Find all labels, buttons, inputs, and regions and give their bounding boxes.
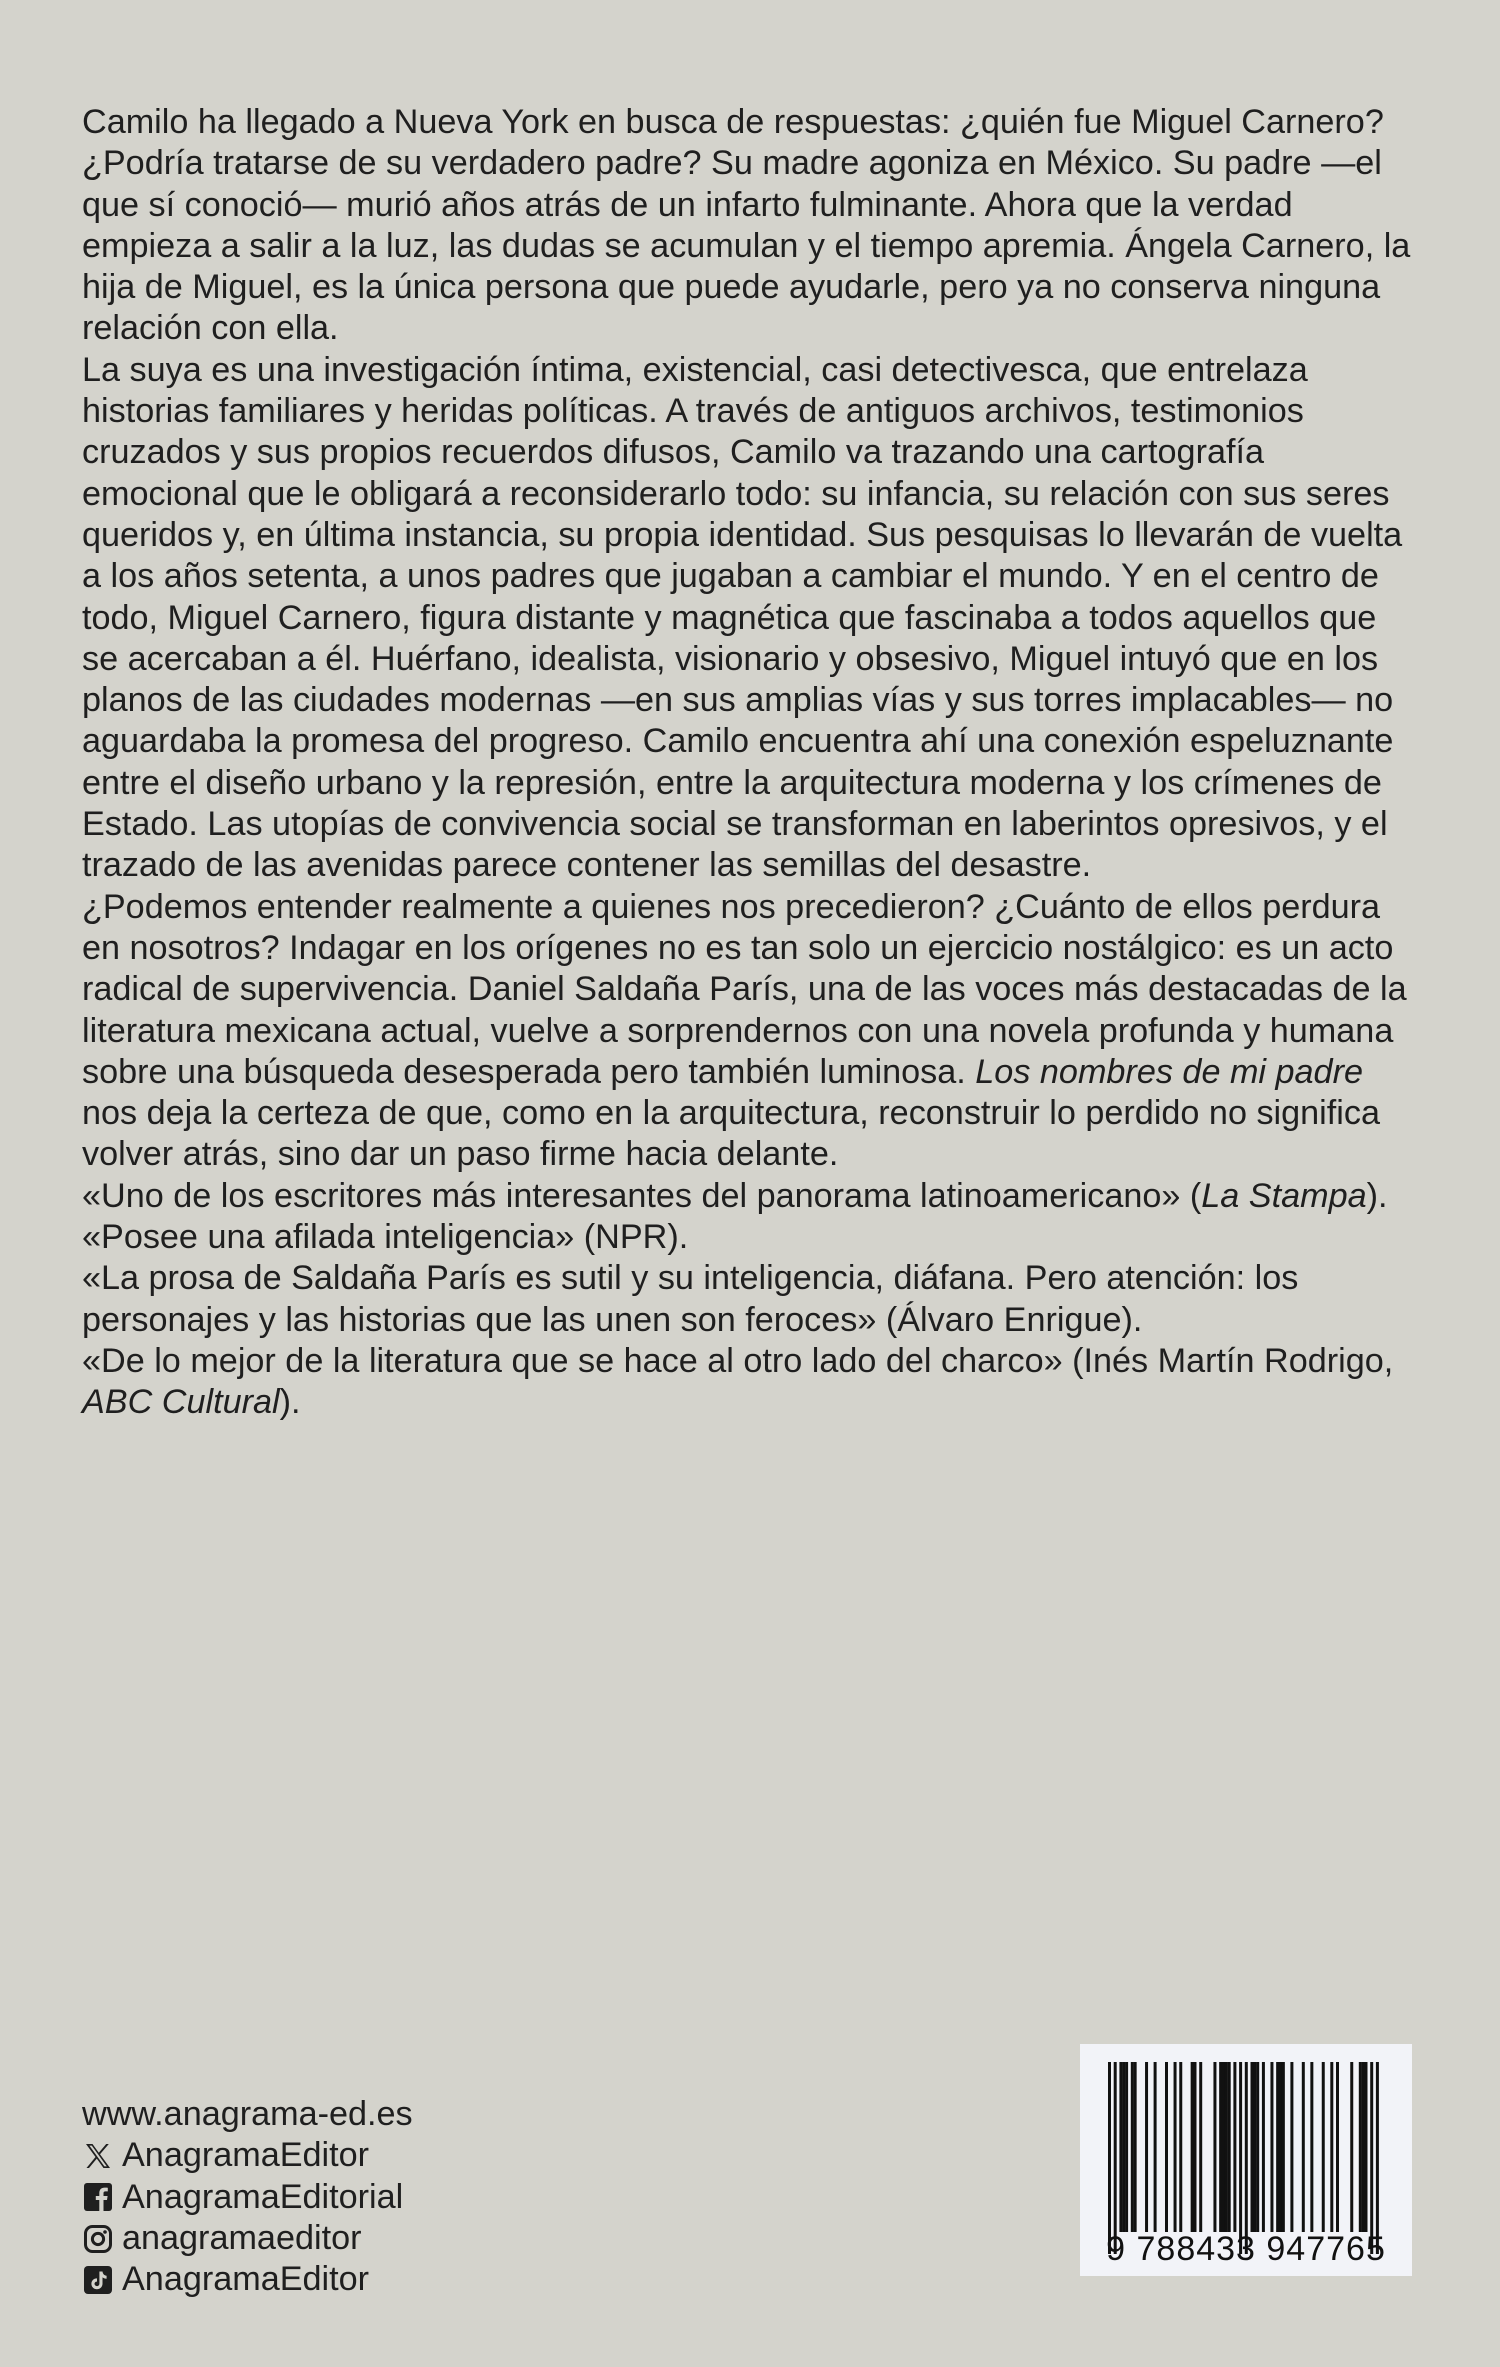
barcode-bar — [1219, 2062, 1222, 2232]
barcode-bar — [1336, 2062, 1339, 2232]
barcode-bar — [1359, 2062, 1362, 2232]
barcode-bar — [1213, 2062, 1216, 2232]
barcode-bar — [1174, 2062, 1177, 2232]
press-quote-1-source: La Stampa — [1201, 1176, 1367, 1215]
barcode-bar — [1191, 2062, 1194, 2232]
barcode-bar — [1256, 2062, 1259, 2232]
barcode-bar — [1194, 2062, 1197, 2232]
tiktok-link[interactable] — [82, 2259, 413, 2300]
barcode-bar — [1225, 2062, 1228, 2232]
tiktok-icon — [82, 2264, 114, 2296]
barcode-bar — [1276, 2062, 1279, 2232]
back-cover-blurb — [82, 102, 1412, 1424]
barcode-bar — [1350, 2062, 1353, 2232]
facebook-handle[interactable]: AnagramaEditorial — [122, 2177, 404, 2216]
synopsis-paragraph-3-start: ¿Podemos entender realmente a quienes nos precedieron? ¿Cuánto de ellos perdura en nosotros? Indagar en los orígenes no es tan solo un ejercicio nostálgico: es un acto radical de supervivencia. Daniel Saldaña París, una de las voces más destacadas de la literatura mexicana actual, vuelve a sorprendernos con una novela profunda y humana sobre una búsqueda desesperada pero también luminosa. — [82, 887, 1407, 1091]
barcode-bar — [1222, 2062, 1225, 2232]
barcode-bar — [1125, 2062, 1128, 2232]
barcode-bar — [1262, 2062, 1265, 2232]
barcode-bar — [1134, 2062, 1137, 2232]
barcode-bar — [1179, 2062, 1182, 2232]
barcode-bar — [1233, 2062, 1236, 2232]
barcode-bar — [1362, 2062, 1365, 2232]
publisher-links — [82, 2094, 413, 2300]
press-quote-2: «Posee una afilada inteligencia» (NPR). — [82, 1218, 689, 1257]
barcode-bar — [1131, 2062, 1134, 2232]
barcode-bar — [1302, 2062, 1305, 2232]
isbn-barcode — [1080, 2044, 1412, 2276]
barcode-bar — [1145, 2062, 1148, 2232]
synopsis-paragraph-3 — [82, 887, 1412, 1176]
tiktok-handle[interactable]: AnagramaEditor — [122, 2260, 370, 2299]
barcode-bar — [1282, 2062, 1285, 2232]
barcode-bar — [1376, 2062, 1379, 2254]
x-logo-icon — [82, 2140, 114, 2172]
instagram-icon — [82, 2223, 114, 2255]
instagram-handle[interactable]: anagramaeditor — [122, 2218, 362, 2257]
facebook-link[interactable] — [82, 2177, 413, 2218]
barcode-bar — [1322, 2062, 1325, 2232]
press-quote-4 — [82, 1341, 1412, 1424]
barcode-bar — [1310, 2062, 1313, 2232]
isbn-digits: 9 788433 947765 — [1106, 2230, 1386, 2268]
barcode-bar — [1270, 2062, 1273, 2232]
barcode-bar — [1108, 2062, 1111, 2254]
website-link[interactable] — [82, 2094, 413, 2135]
x-handle[interactable]: AnagramaEditor — [122, 2136, 370, 2175]
barcode-bar — [1251, 2062, 1254, 2232]
barcode-bar — [1114, 2062, 1117, 2254]
press-quote-4-text: «De lo mejor de la literatura que se hace al otro lado del charco» (Inés Martín Rodrigo, — [82, 1341, 1394, 1380]
barcode-bar — [1119, 2062, 1122, 2232]
barcode-bar — [1154, 2062, 1157, 2232]
website-url[interactable]: www.anagrama-ed.es — [82, 2095, 413, 2133]
press-quote-4-close: ). — [279, 1383, 301, 1422]
barcode-bar — [1228, 2062, 1231, 2232]
barcode-bar — [1165, 2062, 1168, 2232]
synopsis-paragraph-1: Camilo ha llegado a Nueva York en busca de respuestas: ¿quién fue Miguel Carnero? ¿Podría tratarse de su verdadero padre? Su madre agoniza en México. Su padre —el que sí conoció— murió años atrás de un infarto fulminante. Ahora que la verdad empieza a salir a la luz, las dudas se acumulan y el tiempo apremia. Ángela Carnero, la hija de Miguel, es la única persona que puede ayudarle, pero ya no conserva ninguna relación con ella. — [82, 103, 1411, 348]
barcode-bar — [1330, 2062, 1333, 2232]
synopsis-paragraph-3-end: nos deja la certeza de que, como en la arquitectura, reconstruir lo perdido no significa volver atrás, sino dar un paso firme hacia delante. — [82, 1094, 1380, 1174]
x-link[interactable] — [82, 2135, 413, 2176]
synopsis-paragraph-2: La suya es una investigación íntima, existencial, casi detectivesca, que entrelaza historias familiares y heridas políticas. A través de antiguos archivos, testimonios cruzados y sus propios recuerdos difusos, Camilo va trazando una cartografía emocional que le obligará a reconsiderarlo todo: su infancia, su relación con sus seres queridos y, en última instancia, su propia identidad. Sus pesquisas lo llevarán de vuelta a los años setenta, a unos padres que jugaban a cambiar el mundo. Y en el centro de todo, Miguel Carnero, figura distante y magnética que fascinaba a todos aquellos que se acercaban a él. Huérfano, idealista, visionario y obsesivo, Miguel intuyó que en los planos de las ciudades modernas —en sus amplias vías y sus torres implacables— no aguardaba la promesa del progreso. Camilo encuentra ahí una conexión espeluznante entre el diseño urbano y la represión, entre la arquitectura moderna y los crímenes de Estado. Las utopías de convivencia social se transforman en laberintos opresivos, y el trazado de las avenidas parece contener las semillas del desastre. — [82, 350, 1403, 885]
book-title: Los nombres de mi padre — [975, 1052, 1363, 1091]
barcode-bar — [1370, 2062, 1373, 2254]
barcode-bar — [1239, 2062, 1242, 2254]
press-quote-1-text: «Uno de los escritores más interesantes del panorama latinoamericano» ( — [82, 1176, 1202, 1215]
press-quote-1 — [82, 1176, 1412, 1217]
press-quote-3: «La prosa de Saldaña París es sutil y su inteligencia, diáfana. Pero atención: los personajes y las historias que las unen son feroces» (Álvaro Enrigue). — [82, 1259, 1299, 1339]
press-quote-4-source: ABC Cultural — [82, 1383, 280, 1422]
barcode-bar — [1365, 2062, 1368, 2232]
instagram-link[interactable] — [82, 2218, 413, 2259]
barcode-bar — [1199, 2062, 1202, 2232]
press-quote-1-close: ). — [1366, 1176, 1388, 1215]
barcode-bar — [1253, 2062, 1256, 2232]
barcode-bar — [1279, 2062, 1282, 2232]
barcode-bar — [1245, 2062, 1248, 2254]
barcode-bar — [1122, 2062, 1125, 2232]
facebook-icon — [82, 2181, 114, 2213]
barcode-bar — [1290, 2062, 1293, 2232]
